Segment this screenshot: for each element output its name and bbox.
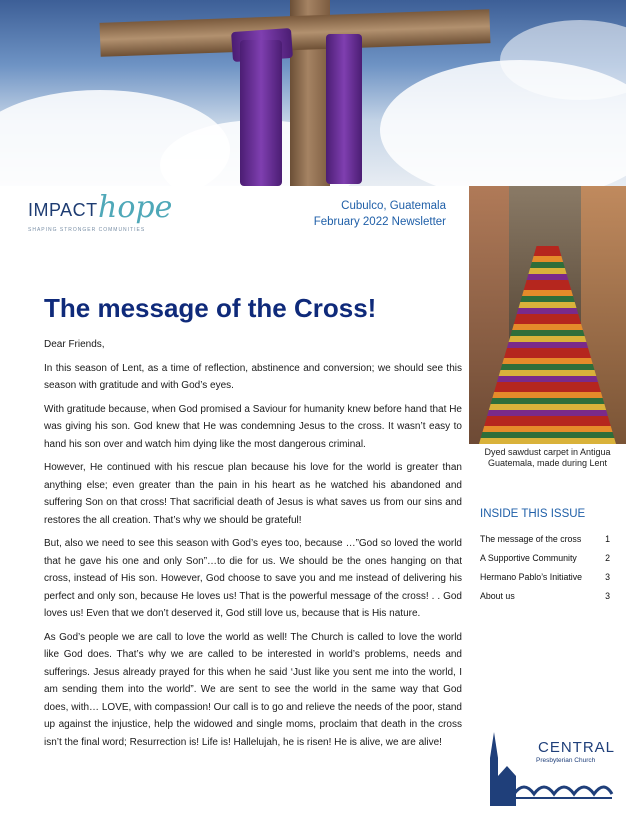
church-subtitle: Presbyterian Church xyxy=(536,757,596,764)
logo-tagline: SHAPING STRONGER COMMUNITIES xyxy=(28,227,146,233)
article-greeting: Dear Friends, xyxy=(44,339,105,350)
impact-hope-logo xyxy=(28,192,178,242)
logo-impact-text: IMPACT xyxy=(28,200,98,220)
article-paragraph: But, also we need to see this season with God’s eyes too, because …”God so loved the world that he gave his one and only Son”…to die for us. We should be the ones hanging on that cross, instead of His son. However, God choose to save you and me instead of delivering his perfect and only son, because He loves us! That is the powerful message of the cross! . . God loves us! Even that we don’t deserved it, God still love us, because that is His nature. xyxy=(44,538,462,619)
inside-this-issue xyxy=(480,508,610,610)
toc-item[interactable] xyxy=(480,591,610,601)
banner-image xyxy=(0,0,626,186)
article-body xyxy=(44,336,462,757)
toc-item-page: 1 xyxy=(605,534,610,544)
toc-item[interactable] xyxy=(480,572,610,582)
toc-item-label: The message of the cross xyxy=(480,534,582,544)
sawdust-carpet-photo xyxy=(469,186,626,444)
article-paragraph: However, He continued with his rescue plan because his love for the world is greater than anything else; even greater than the pain in his heart as he watched his abandoned and suffering Son on that cross! That sacrificial death of Jesus is what saves us from our sins and restores the all creation. That’s why we should be grateful! xyxy=(44,462,462,526)
toc-item[interactable] xyxy=(480,553,610,563)
photo-caption: Dyed sawdust carpet in Antigua Guatemala, made during Lent xyxy=(484,447,611,468)
article-paragraph: As God’s people we are call to love the world as well! The Church is called to love the world like God does. That’s why we are called to be interested in world’s problems, needs and sufferings. Jesus already prayed for this when he said ‘Just like you sent me into the world, I am sending them into the world”. We are sent to see the world in the same way that God does, with… LOVE, with compassion! Our call is to go and relieve the needs of the poor, stand up against the injustice, help the widowed and single moms, proclaim that death in the cross isn’t the final word; Resurrection is! Life is! Hallelujah, he is risen! He is alive, we are alive! xyxy=(44,631,462,748)
church-name: CENTRAL xyxy=(538,739,616,756)
sidebar-heading: INSIDE THIS ISSUE xyxy=(480,508,586,520)
toc-item-label: A Supportive Community xyxy=(480,553,577,563)
location-text: Cubulco, Guatemala xyxy=(341,200,446,212)
article-paragraph: In this season of Lent, as a time of reflection, abstinence and conversion; we should see this season with gratitude and with God’s eyes. xyxy=(44,362,462,391)
article-paragraph: With gratitude because, when God promised a Saviour for humanity knew before hand that He was giving his son. God knew that He was condemning Jesus to the cross. It wasn’t easy to hand his son over and watch him dying like the most dangerous criminal. xyxy=(44,403,462,450)
toc-item-label: Hermano Pablo’s Initiative xyxy=(480,572,583,582)
toc-item[interactable] xyxy=(480,534,610,544)
toc-item-label: About us xyxy=(480,591,515,601)
logo-hope-text: hope xyxy=(98,190,173,225)
toc-item-page: 2 xyxy=(605,553,610,563)
issue-text: February 2022 Newsletter xyxy=(313,216,446,228)
toc-item-page: 3 xyxy=(605,591,610,601)
article-title: The message of the Cross! xyxy=(44,293,377,323)
central-presbyterian-logo xyxy=(484,728,614,808)
newsletter-header xyxy=(314,198,446,230)
toc-item-page: 3 xyxy=(605,572,610,582)
